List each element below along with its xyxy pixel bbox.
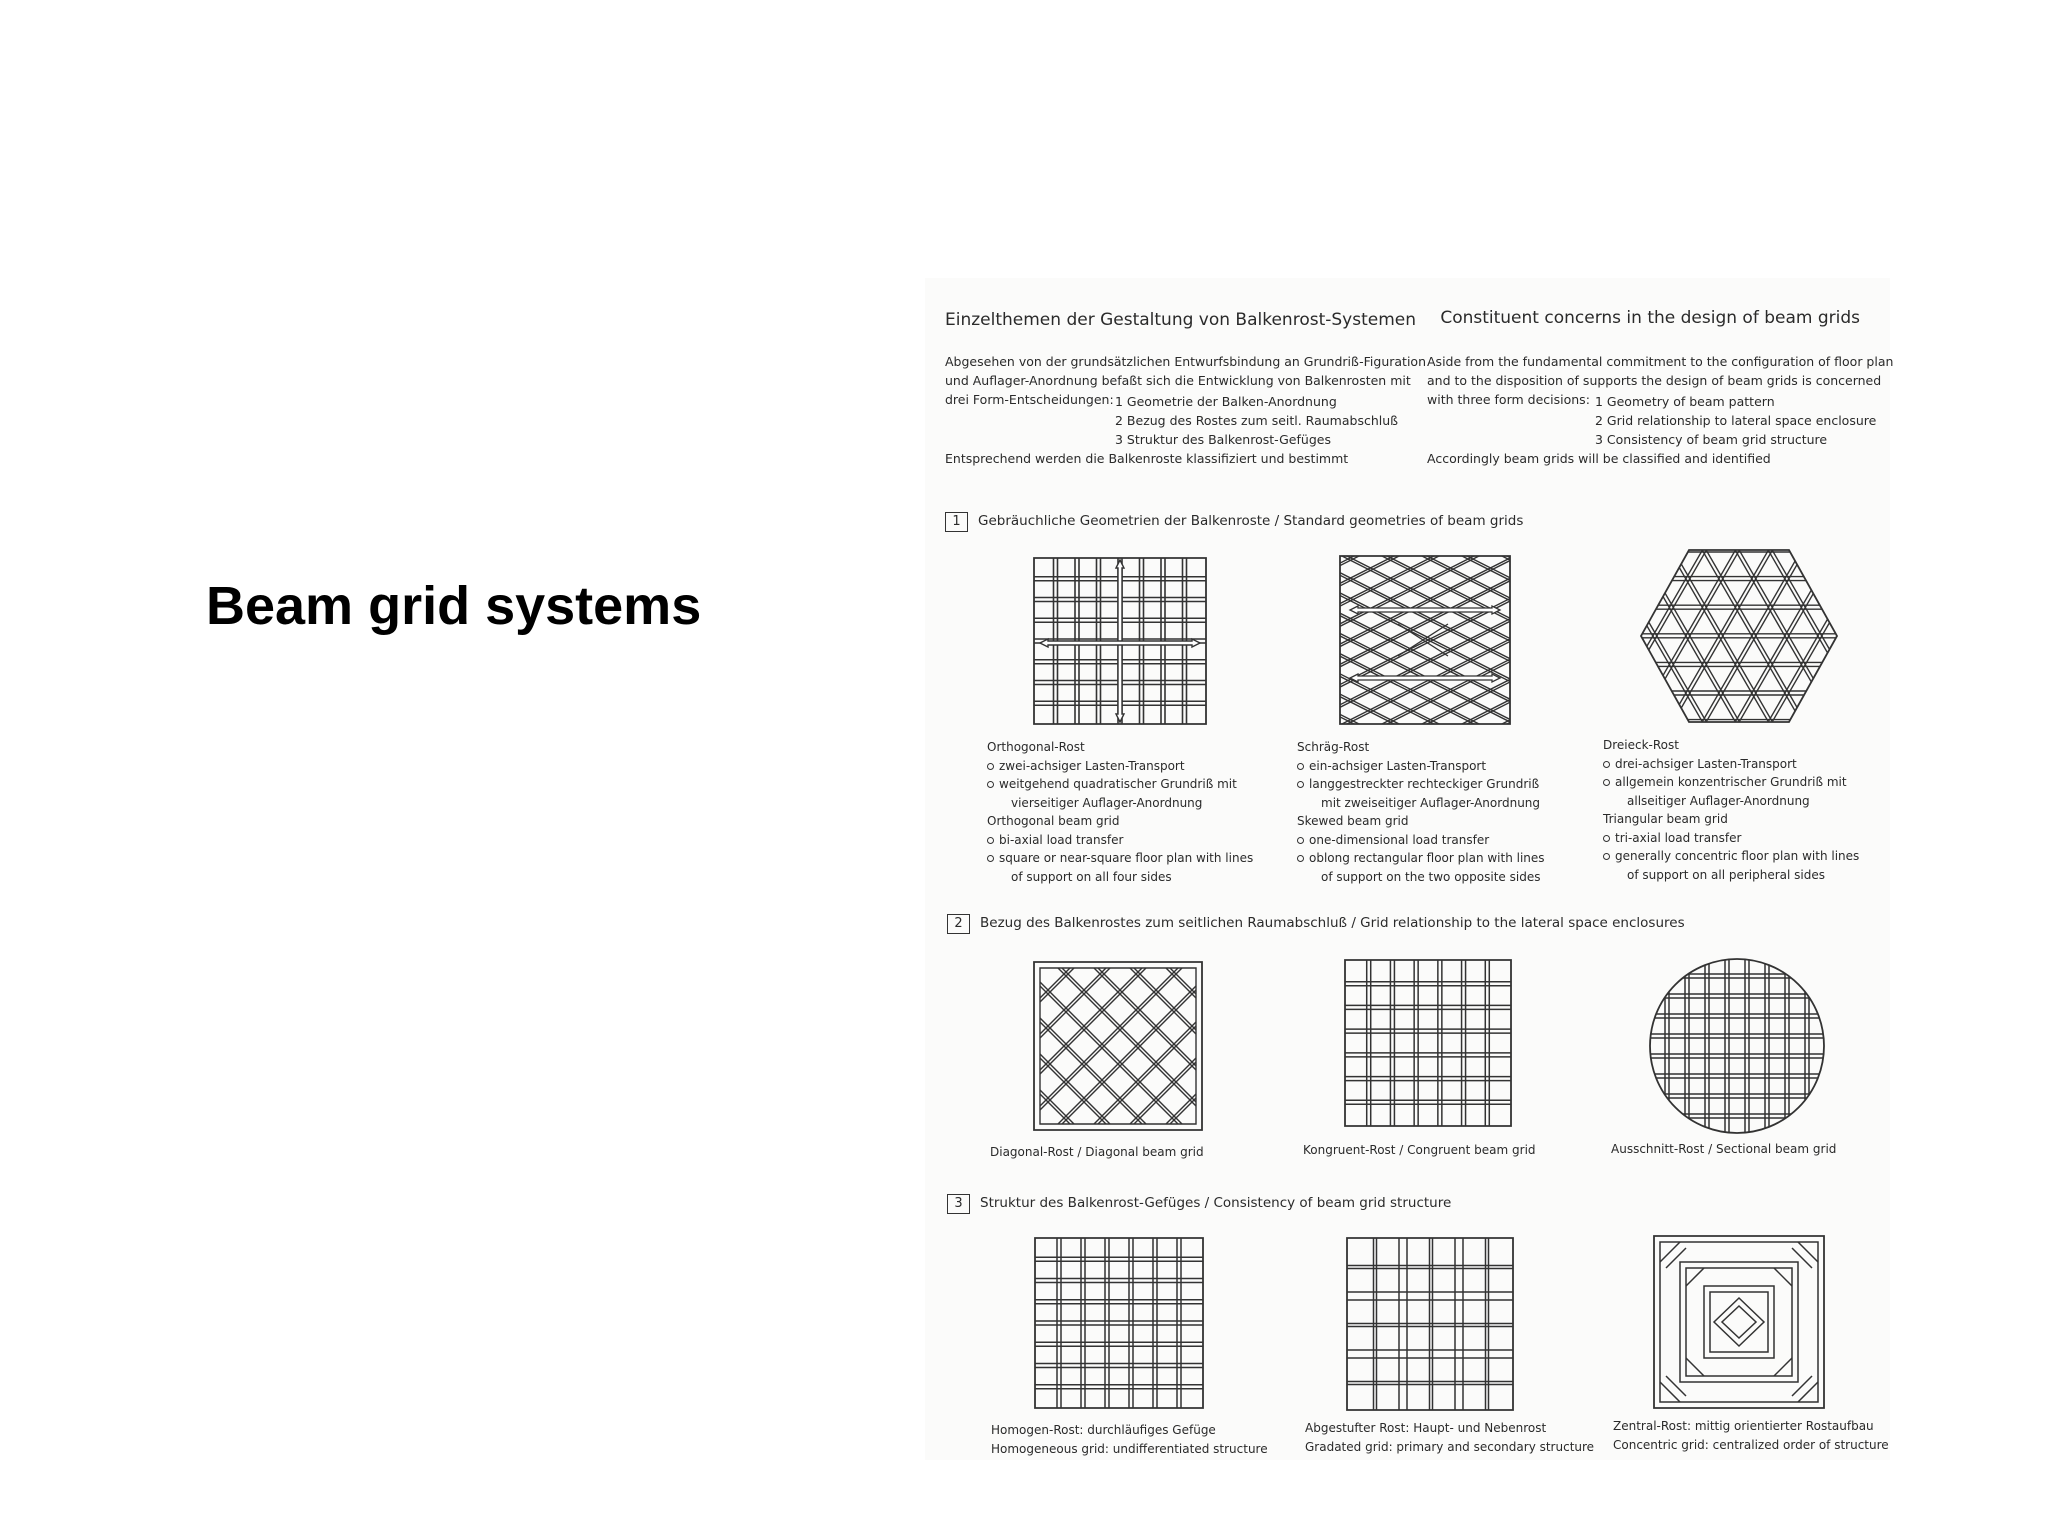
beam-grid-sheet <box>925 278 1894 1460</box>
section-3-number: 3 <box>947 1194 970 1214</box>
sectional-grid-figure <box>1647 956 1827 1136</box>
caption-concentric: Zentral-Rost: mittig orientierter Rostaufbau Concentric grid: centralized order of structure <box>1613 1419 1889 1452</box>
header-en: Constituent concerns in the design of beam grids <box>1440 308 1860 328</box>
slide-title: Beam grid systems <box>206 576 702 636</box>
caption-triangular: Dreieck-Rost drei-achsiger Lasten-Transport allgemein konzentrischer Grundriß mit allseitiger Auflager-Anordnung Triangular beam grid tri-axial load transfer generally concentric floor plan with lines of support on all peripheral sides <box>1603 738 1860 882</box>
intro-de: Abgesehen von der grundsätzlichen Entwurfsbindung an Grundriß-Figuration und Auflager-Anordnung befaßt sich die Entwicklung von Balkenrosten mit drei Form-Entscheidungen: <box>945 354 1426 407</box>
caption-diagonal: Diagonal-Rost / Diagonal beam grid <box>990 1145 1204 1159</box>
diagonal-grid-figure <box>1032 960 1204 1132</box>
caption-homogeneous: Homogen-Rost: durchläufiges Gefüge Homogeneous grid: undifferentiated structure <box>991 1423 1268 1456</box>
intro-en-footer: Accordingly beam grids will be classified and identified <box>1427 451 1771 466</box>
caption-congruent: Kongruent-Rost / Congruent beam grid <box>1303 1143 1536 1157</box>
triangular-grid-figure <box>1639 548 1839 724</box>
diagonal-grid-lines <box>1032 960 1204 1132</box>
intro-en-items: 1 Geometry of beam pattern 2 Grid relationship to lateral space enclosure 3 Consistency of beam grid structure <box>1595 394 1877 447</box>
caption-orthogonal: Orthogonal-Rost zwei-achsiger Lasten-Transport weitgehend quadratischer Grundriß mit vierseitiger Auflager-Anordnung Orthogonal beam grid bi-axial load transfer square or near-square floor plan with lines of support on all four sides <box>987 740 1254 884</box>
gradated-grid-figure <box>1345 1236 1515 1412</box>
caption-sectional: Ausschnitt-Rost / Sectional beam grid <box>1611 1142 1837 1156</box>
caption-skewed: Schräg-Rost ein-achsiger Lasten-Transport langgestreckter rechteckiger Grundriß mit zweiseitiger Auflager-Anordnung Skewed beam grid one-dimensional load transfer oblong rectangular floor plan with lines of support on the two opposite sides <box>1297 740 1545 884</box>
homogeneous-grid-lines <box>1035 1238 1203 1408</box>
concentric-grid-lines <box>1654 1236 1824 1408</box>
intro-en: Aside from the fundamental commitment to the configuration of floor plan and to the disposition of supports the design of beam grids is concerned with three form decisions: <box>1427 354 1894 407</box>
intro-de-items: 1 Geometrie der Balken-Anordnung 2 Bezug des Rostes zum seitl. Raumabschluß 3 Struktur des Balkenrost-Gefüges <box>1115 394 1399 447</box>
skewed-grid-lines <box>1338 554 1512 726</box>
intro-de-footer: Entsprechend werden die Balkenroste klassifiziert und bestimmt <box>945 451 1349 466</box>
homogeneous-grid-figure <box>1033 1236 1205 1410</box>
header-de: Einzelthemen der Gestaltung von Balkenrost-Systemen <box>945 310 1417 330</box>
sectional-grid-lines <box>1647 956 1827 1136</box>
section-3-title: 3 Struktur des Balkenrost-Gefüges / Consistency of beam grid structure <box>947 1194 1451 1214</box>
congruent-grid-figure <box>1343 958 1513 1128</box>
caption-gradated: Abgestufter Rost: Haupt- und Nebenrost Gradated grid: primary and secondary structure <box>1305 1421 1595 1454</box>
skewed-grid-figure <box>1338 554 1512 726</box>
congruent-grid-lines <box>1345 960 1511 1126</box>
section-2-title: 2 Bezug des Balkenrostes zum seitlichen Raumabschluß / Grid relationship to the lateral space enclosures <box>947 914 1685 934</box>
section-1-title: 1 Gebräuchliche Geometrien der Balkenroste / Standard geometries of beam grids <box>945 512 1523 532</box>
section-1-number: 1 <box>945 512 968 532</box>
load-arrows <box>1040 560 1200 722</box>
triangular-grid-lines <box>1639 548 1839 724</box>
section-2-number: 2 <box>947 914 970 934</box>
concentric-grid-figure <box>1652 1234 1826 1410</box>
orthogonal-grid-figure <box>1032 556 1208 726</box>
gradated-grid-lines <box>1347 1238 1513 1410</box>
